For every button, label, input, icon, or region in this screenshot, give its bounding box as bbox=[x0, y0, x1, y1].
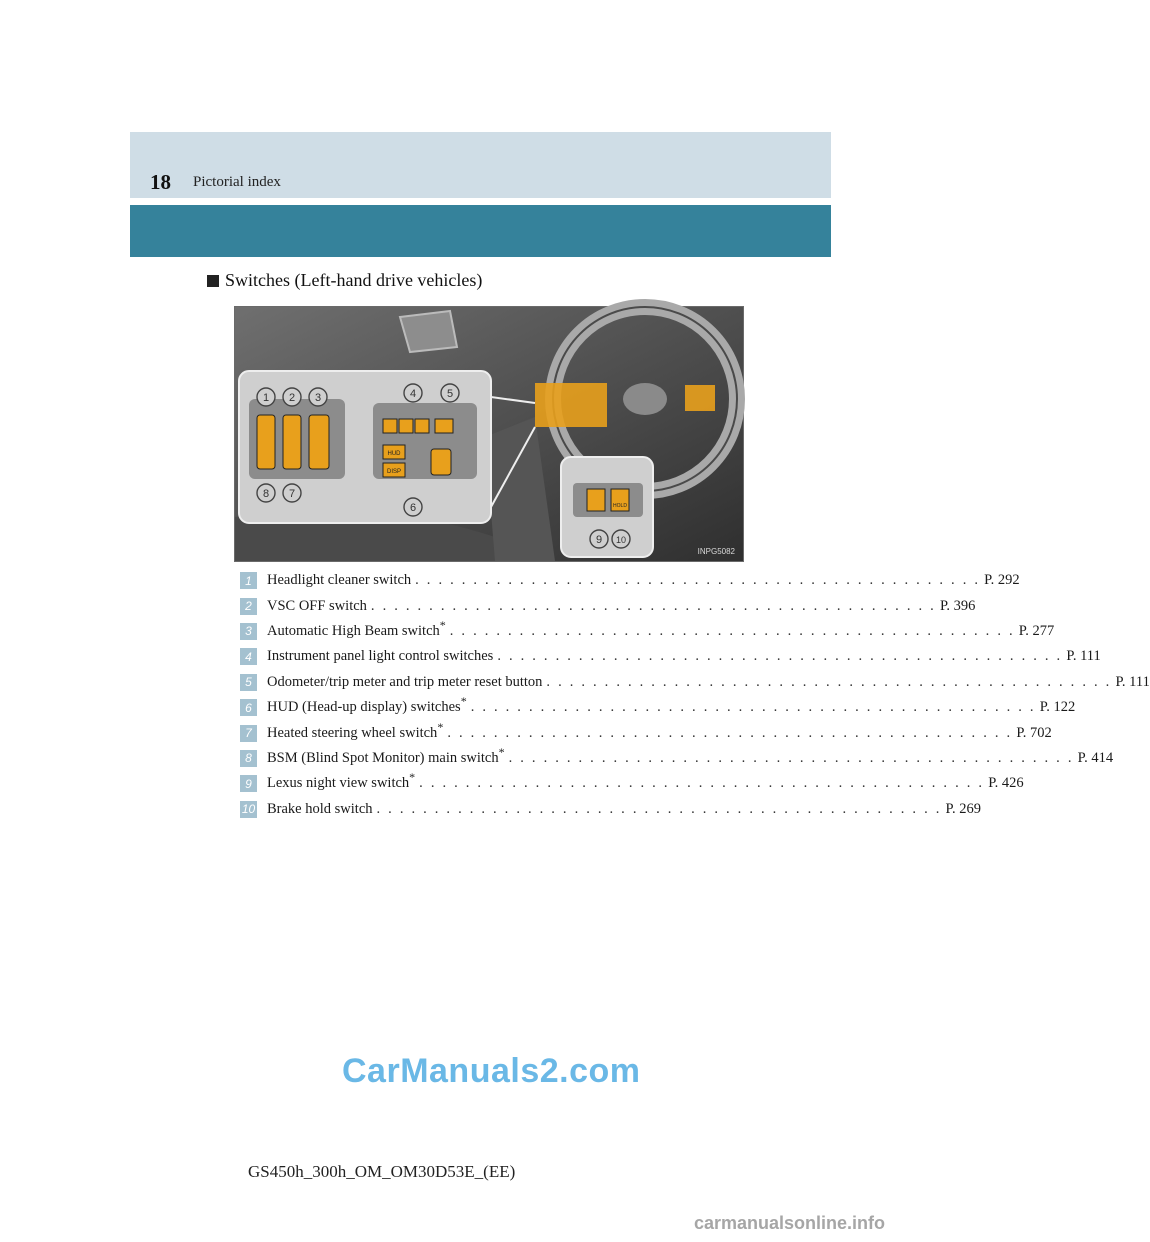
hud-switch-label: HUD bbox=[387, 451, 401, 457]
callout-10: 10 bbox=[615, 535, 627, 545]
dot-leader: . . . . . . . . . . . . . . . . . . . . . . . . . . . . . . . . . . . . . . . . . . . . . . . . . bbox=[419, 775, 985, 792]
item-number-badge: 10 bbox=[241, 802, 256, 817]
switches-figure bbox=[234, 306, 744, 562]
dashboard-illustration bbox=[235, 307, 743, 561]
list-item bbox=[240, 797, 982, 822]
list-item bbox=[240, 745, 1114, 771]
page-reference[interactable]: P. 426 bbox=[988, 775, 1024, 792]
page-reference[interactable]: P. 702 bbox=[1016, 724, 1052, 741]
entry-label: VSC OFF switch bbox=[267, 597, 367, 614]
page-reference[interactable]: P. 277 bbox=[1018, 622, 1055, 639]
item-number-badge: 2 bbox=[240, 598, 257, 615]
item-number-badge: 8 bbox=[240, 750, 257, 767]
entry-label: Instrument panel light control switches bbox=[267, 648, 494, 665]
dot-leader: . . . . . . . . . . . . . . . . . . . . . . . . . . . . . . . . . . . . . . . . . . . . . . . . . bbox=[449, 622, 1015, 639]
list-item bbox=[240, 719, 1052, 745]
item-number-badge: 7 bbox=[240, 725, 257, 742]
square-bullet-icon bbox=[207, 275, 219, 287]
entry-label: Headlight cleaner switch bbox=[267, 572, 412, 589]
list-item bbox=[240, 593, 976, 618]
list-item bbox=[240, 618, 1055, 644]
callout-4: 4 bbox=[409, 388, 417, 400]
section-heading bbox=[207, 270, 482, 291]
page-reference[interactable]: P. 292 bbox=[984, 572, 1020, 589]
callout-1: 1 bbox=[262, 392, 270, 404]
entry-label: BSM (Blind Spot Monitor) main switch* bbox=[267, 745, 505, 766]
page-reference[interactable]: P. 111 bbox=[1066, 648, 1101, 665]
item-number-badge: 5 bbox=[240, 674, 257, 691]
entry-label: Heated steering wheel switch* bbox=[267, 719, 444, 741]
page-number: 18 bbox=[150, 170, 171, 194]
callout-9: 9 bbox=[595, 534, 603, 546]
dot-leader: . . . . . . . . . . . . . . . . . . . . . . . . . . . . . . . . . . . . . . . . . . . . . . . . . bbox=[546, 673, 1112, 690]
callout-2: 2 bbox=[288, 392, 296, 404]
dot-leader: . . . . . . . . . . . . . . . . . . . . . . . . . . . . . . . . . . . . . . . . . . . . . . . . . bbox=[376, 800, 942, 817]
section-heading-text: Switches (Left-hand drive vehicles) bbox=[225, 270, 483, 290]
callout-6: 6 bbox=[409, 502, 417, 514]
dot-leader: . . . . . . . . . . . . . . . . . . . . . . . . . . . . . . . . . . . . . . . . . . . . . . . . . bbox=[508, 749, 1074, 766]
item-number-badge: 1 bbox=[240, 572, 257, 589]
page-reference[interactable]: P. 414 bbox=[1077, 749, 1114, 766]
item-number-badge: 9 bbox=[240, 775, 257, 792]
list-item bbox=[240, 770, 1024, 796]
item-number-badge: 4 bbox=[240, 648, 257, 665]
page-reference[interactable]: P. 396 bbox=[939, 597, 976, 614]
footer-site[interactable]: carmanualsonline.info bbox=[694, 1213, 886, 1233]
document-code: GS450h_300h_OM_OM30D53E_(EE) bbox=[248, 1162, 516, 1181]
callout-5: 5 bbox=[446, 388, 454, 400]
dot-leader: . . . . . . . . . . . . . . . . . . . . . . . . . . . . . . . . . . . . . . . . . . . . . . . . . bbox=[447, 724, 1013, 741]
watermark-logo: CarManuals2.com bbox=[342, 1052, 641, 1090]
list-item bbox=[240, 568, 1020, 593]
item-number-badge: 3 bbox=[240, 623, 257, 640]
page-reference[interactable]: P. 111 bbox=[1115, 673, 1150, 690]
dot-leader: . . . . . . . . . . . . . . . . . . . . . . . . . . . . . . . . . . . . . . . . . . . . . . . . . bbox=[415, 572, 981, 589]
figure-code: INPG5082 bbox=[697, 547, 735, 556]
title-band bbox=[130, 205, 831, 257]
section-title: Pictorial index bbox=[193, 174, 281, 190]
entry-label: Odometer/trip meter and trip meter reset button bbox=[267, 673, 543, 690]
entry-label: HUD (Head-up display) switches* bbox=[267, 694, 467, 716]
callout-8: 8 bbox=[262, 488, 270, 500]
callout-7: 7 bbox=[288, 488, 296, 500]
disp-switch-label: DISP bbox=[386, 469, 402, 475]
entry-label: Lexus night view switch* bbox=[267, 770, 416, 792]
item-number-badge: 6 bbox=[240, 699, 257, 716]
switch-index-list bbox=[240, 568, 1150, 822]
page-reference[interactable]: P. 269 bbox=[945, 800, 982, 817]
dot-leader: . . . . . . . . . . . . . . . . . . . . . . . . . . . . . . . . . . . . . . . . . . . . . . . . . bbox=[497, 648, 1063, 665]
entry-label: Automatic High Beam switch* bbox=[267, 618, 446, 639]
callout-3: 3 bbox=[314, 392, 322, 404]
dot-leader: . . . . . . . . . . . . . . . . . . . . . . . . . . . . . . . . . . . . . . . . . . . . . . . . . bbox=[370, 597, 936, 614]
entry-label: Brake hold switch bbox=[267, 800, 373, 817]
page-reference[interactable]: P. 122 bbox=[1039, 699, 1076, 716]
dot-leader: . . . . . . . . . . . . . . . . . . . . . . . . . . . . . . . . . . . . . . . . . . . . . . . . . bbox=[470, 699, 1036, 716]
hold-switch-label: HOLD bbox=[613, 503, 627, 509]
list-item bbox=[240, 694, 1076, 720]
list-item bbox=[240, 644, 1101, 669]
list-item bbox=[240, 670, 1150, 695]
